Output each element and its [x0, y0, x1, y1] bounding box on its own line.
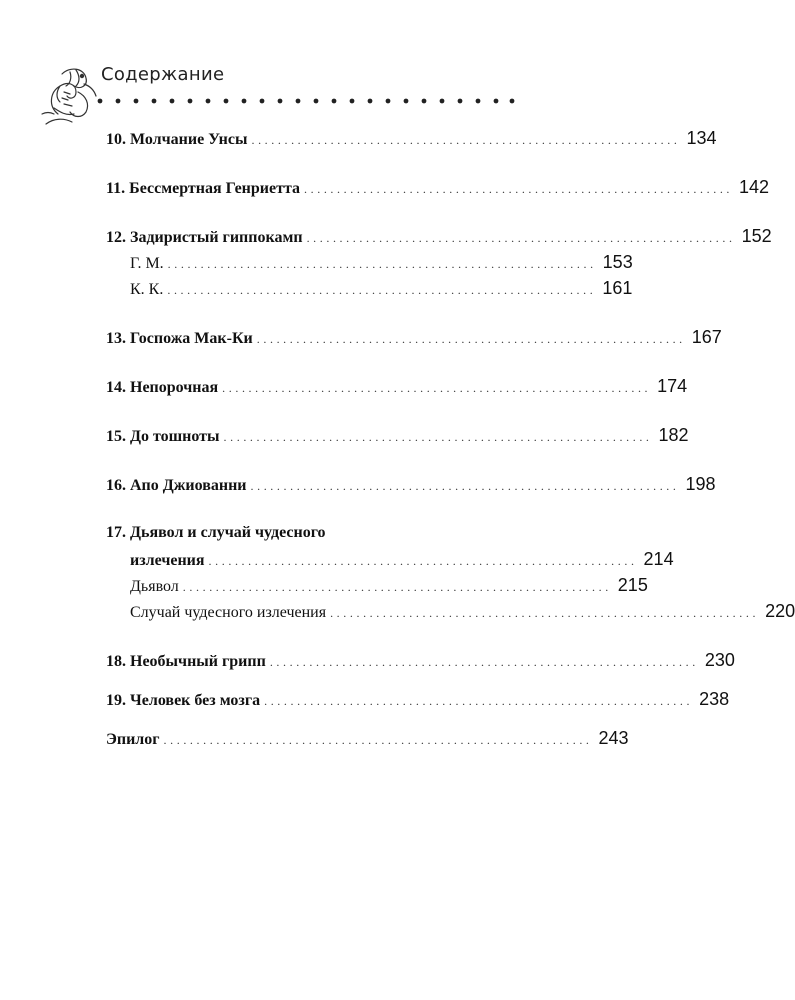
toc-page-number: 220	[765, 601, 795, 621]
dot-leader: .................................................................	[223, 430, 653, 444]
toc-page-number: 167	[691, 327, 722, 347]
toc-entry-chapter-15[interactable]	[106, 425, 689, 445]
dotted-divider	[96, 97, 516, 105]
dot-leader: .................................................................	[167, 257, 597, 271]
toc-entry-label: 16. Апо Джиованни	[106, 477, 247, 494]
toc-page-number: 182	[658, 425, 689, 445]
dot-leader: .................................................................	[269, 655, 699, 669]
dot-leader: .................................................................	[222, 381, 652, 395]
toc-entry-label: Случай чудесного излечения	[130, 604, 327, 621]
toc-page-number: 174	[657, 376, 688, 396]
dot-leader: .................................................................	[167, 283, 597, 297]
dot-leader: .................................................................	[330, 606, 760, 620]
toc-page-number: 134	[686, 128, 717, 148]
toc-entry-chapter-14[interactable]	[106, 376, 688, 396]
toc-page-number: 153	[602, 252, 633, 272]
toc-entry-label: К. К.	[130, 281, 164, 298]
dot-leader: .................................................................	[264, 694, 694, 708]
toc-page-number: 230	[704, 650, 735, 670]
dot-leader: .................................................................	[208, 554, 638, 568]
toc-entry-label: 18. Необычный грипп	[106, 653, 266, 670]
dot-leader: .................................................................	[256, 332, 686, 346]
toc-entry-label: 12. Задиристый гиппокамп	[106, 229, 303, 246]
toc-entry-chapter-17[interactable]	[106, 549, 674, 569]
toc-entry-label: 11. Бессмертная Генриетта	[106, 180, 301, 197]
toc-entry-chapter-12-kk[interactable]	[106, 278, 633, 298]
toc-page-number: 152	[741, 226, 772, 246]
toc-entry-chapter-12-gm[interactable]	[106, 252, 633, 272]
toc-entry-chapter-11[interactable]	[106, 177, 770, 197]
toc-entry-chapter-13[interactable]	[106, 327, 722, 347]
toc-page-number: 142	[739, 177, 770, 197]
dot-leader: .................................................................	[251, 133, 681, 147]
toc-entry-chapter-12[interactable]	[106, 226, 772, 246]
toc-page-number: 238	[699, 689, 730, 709]
dot-leader: .................................................................	[250, 479, 680, 493]
toc-page-number: 215	[617, 575, 648, 595]
toc-entry-label: Г. М.	[130, 255, 164, 272]
toc-entry-chapter-17-devil[interactable]	[106, 575, 648, 595]
section-title: Содержание	[101, 64, 225, 85]
toc-entry-label: 14. Непорочная	[106, 379, 219, 396]
dot-leader: .................................................................	[304, 182, 734, 196]
toc-entry-label: Дьявол	[130, 578, 179, 595]
table-of-contents	[106, 124, 795, 748]
toc-page-number: 198	[685, 474, 716, 494]
toc-entry-label: излечения	[130, 552, 205, 569]
toc-entry-chapter-17-title[interactable]: 17. Дьявол и случай чудесного	[106, 524, 326, 541]
page-header	[0, 0, 516, 120]
toc-entry-label: 15. До тошноты	[106, 428, 220, 445]
toc-page-number: 214	[643, 549, 674, 569]
toc-entry-chapter-19[interactable]	[106, 689, 730, 709]
toc-page-number: 243	[598, 728, 629, 748]
toc-entry-chapter-18[interactable]	[106, 650, 735, 670]
toc-entry-epilogue[interactable]	[106, 728, 629, 748]
toc-entry-label: 19. Человек без мозга	[106, 692, 261, 709]
toc-entry-label: Эпилог	[106, 731, 160, 748]
dot-leader: .................................................................	[163, 733, 593, 747]
toc-entry-chapter-16[interactable]	[106, 474, 716, 494]
toc-entry-label: 13. Госпожа Мак-Ки	[106, 330, 253, 347]
dot-leader: .................................................................	[306, 231, 736, 245]
toc-entry-chapter-17-case[interactable]	[106, 601, 795, 621]
toc-page-number: 161	[602, 278, 633, 298]
toc-entry-chapter-10[interactable]	[106, 128, 717, 148]
dot-leader: .................................................................	[182, 580, 612, 594]
hippocampus-ornament-icon	[40, 62, 100, 130]
toc-entry-label: 10. Молчание Унсы	[106, 131, 248, 148]
